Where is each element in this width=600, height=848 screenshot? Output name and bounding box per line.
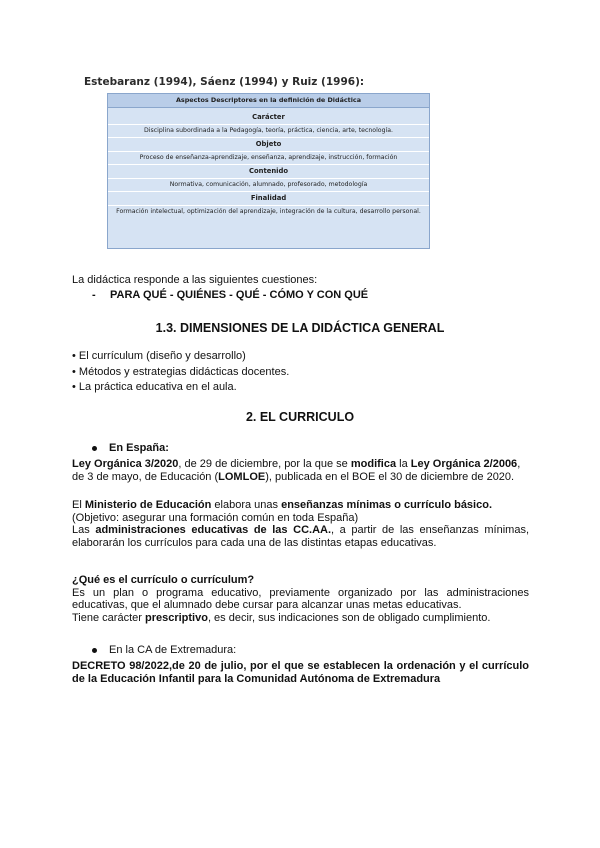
ccaa-administrations: administraciones educativas de las CC.AA. [95,524,332,536]
dimension-item: • Métodos y estrategias didácticas docentes. [72,366,290,378]
table-description-caracter: Disciplina subordinada a la Pedagogía, teoría, práctica, ciencia, arte, tecnología. [144,127,393,134]
figure-title: Estebaranz (1994), Sáenz (1994) y Ruiz (1996): [84,76,365,88]
questions-intro: La didáctica responde a las siguientes cuestiones: [72,274,318,286]
minimum-teachings: enseñanzas mínimas o currículo básico. [281,499,493,511]
spain-bullet [92,442,169,454]
law-text: de 3 de mayo, de Educación ( [72,470,219,483]
spain-label: En España: [109,442,169,454]
law-acronym: LOMLOE [218,470,266,483]
section-2-heading: 2. EL CURRICULO [245,410,355,424]
table-header: Aspectos Descriptores en la definición de Didáctica [108,94,429,108]
law-ref: Ley Orgánica 3/2020 [72,458,179,470]
table-category-objeto: Objeto [255,140,282,148]
table-category-caracter: Carácter [252,113,285,121]
law-text: ), publicada en el BOE el 30 de diciembre de 2020. [265,470,515,483]
law-text: , de 29 de diciembre, por la que se [178,458,351,470]
bullet-icon [92,446,97,451]
section-1-3-heading: 1.3. DIMENSIONES DE LA DIDÁCTICA GENERAL [155,321,445,335]
table-description-contenido: Normativa, comunicación, alumnado, profesorado, metodología [169,181,368,188]
curriculum-question: ¿Qué es el currículo o currículum? [72,574,255,586]
extremadura-label: En la CA de Extremadura: [109,644,237,656]
curriculum-definition [72,574,529,624]
ministry-paragraph [72,499,529,549]
dimension-item: • El currículum (diseño y desarrollo) [72,350,246,362]
ministry-text: elabora unas [211,499,282,511]
table-category-finalidad: Finalidad [250,194,287,202]
ministry-name: Ministerio de Educación [84,499,212,511]
law-text: la [396,458,411,470]
law-text: , [517,458,521,470]
table-description-objeto: Proceso de enseñanza-aprendizaje, enseñanza, aprendizaje, instrucción, formación [139,154,398,161]
extremadura-bullet [92,644,236,656]
questions-list: PARA QUÉ - QUIÉNES - QUÉ - CÓMO Y CON QUÉ [110,289,369,301]
prescriptive-text: , es decir, sus indicaciones son de obligado cumplimiento. [207,611,491,624]
bullet-icon [92,648,97,653]
extremadura-decree: DECRETO 98/2022,de 20 de julio, por el que se establecen la ordenación y el currículo de la Educación Infantil para la Comunidad Autónoma de Extremadura [72,660,529,685]
didactics-descriptors-table [107,93,430,249]
questions-dash: - [92,289,96,301]
ministry-text: Las [72,524,96,536]
dimension-item: • La práctica educativa en el aula. [72,381,237,393]
ministry-text: El [72,499,85,511]
prescriptive-text: Tiene carácter [72,611,145,624]
table-category-contenido: Contenido [248,167,289,175]
law-ref: Ley Orgánica 2/2006 [410,458,518,470]
law-paragraph [72,458,529,483]
law-emph: modifica [350,458,397,470]
curriculum-text: Es un plan o programa educativo, previamente organizado por las administraciones educativas, que el alumnado debe cursar para alcanzar unas metas educativas. [72,586,529,611]
table-description-finalidad: Formación intelectual, optimización del aprendizaje, integración de la cultura, desarrollo personal. [116,208,421,215]
ministry-objective: (Objetivo: asegurar una formación común en toda España) [72,511,359,524]
ministry-text: , a partir de las enseñanzas mínimas, elaborarán los currículos para cada una de las distintas etapas educativas. [72,524,530,549]
prescriptive-word: prescriptivo [144,611,208,624]
